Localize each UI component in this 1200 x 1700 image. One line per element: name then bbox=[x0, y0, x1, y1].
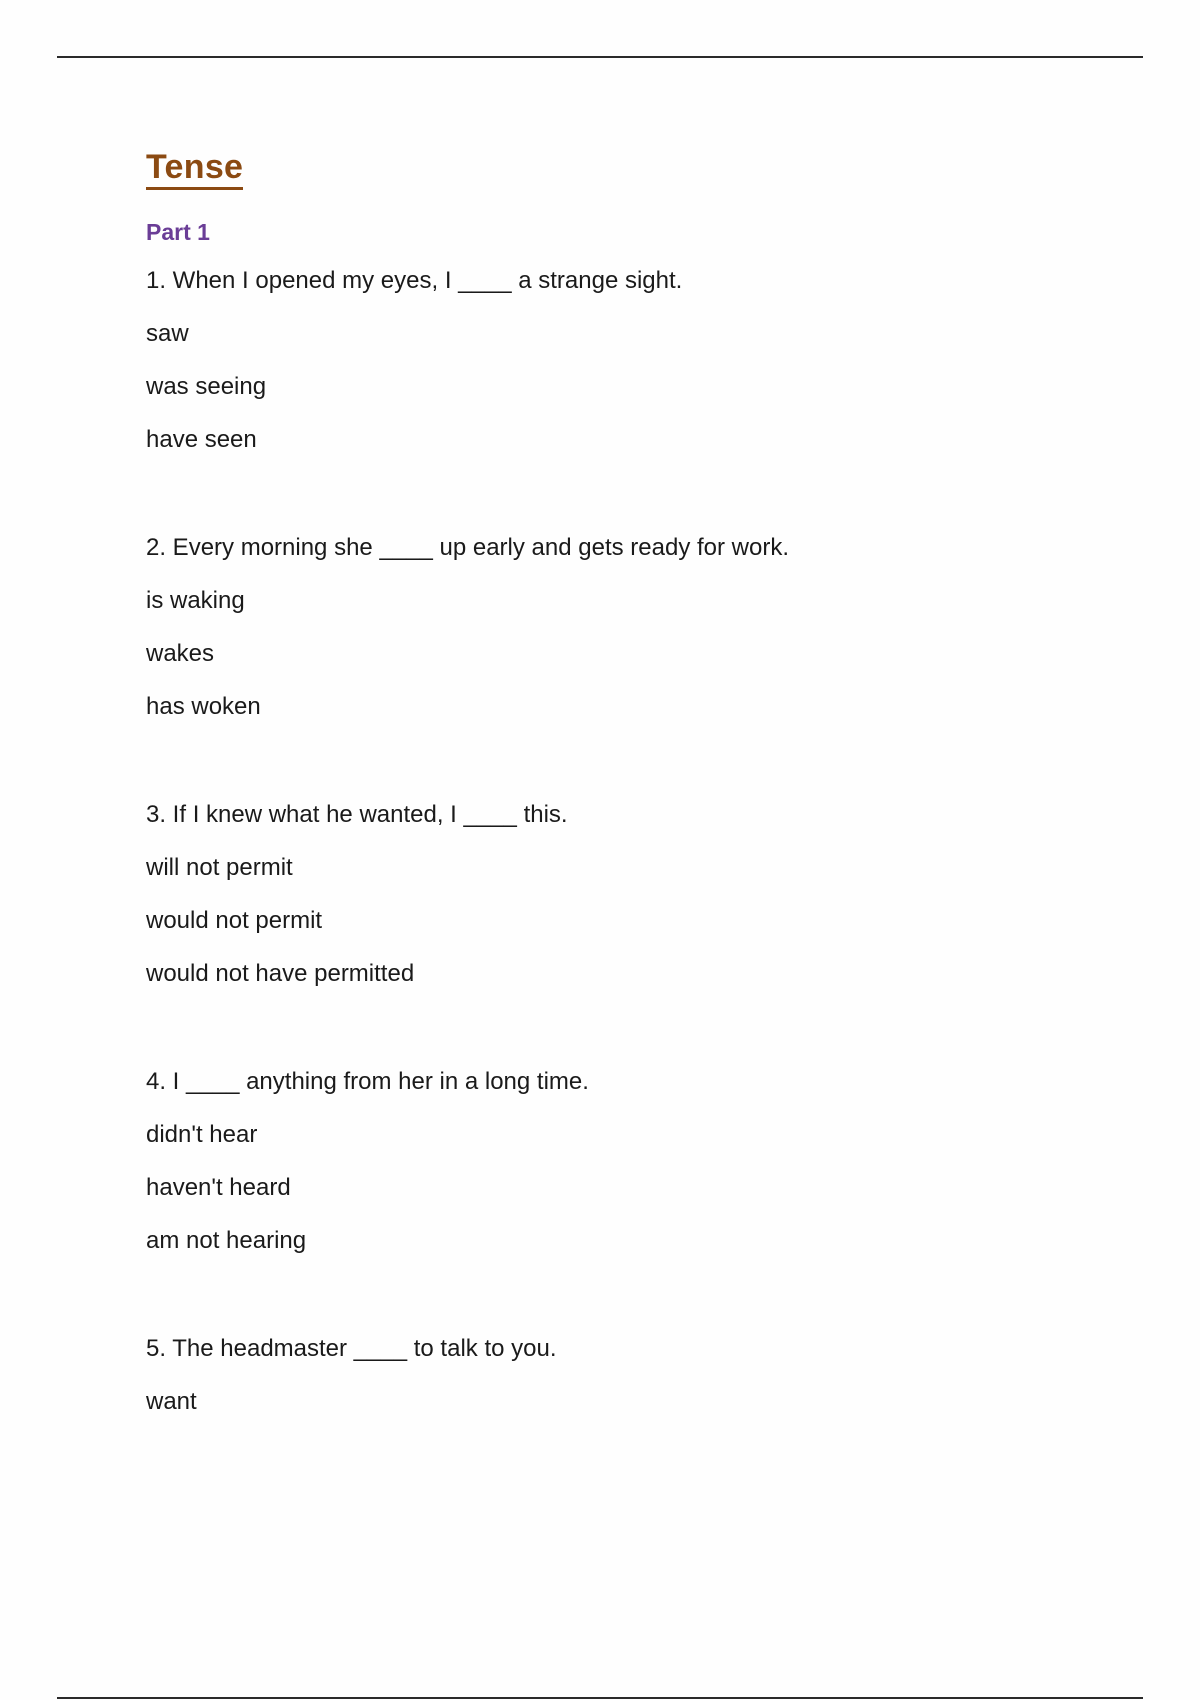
option-list bbox=[146, 587, 789, 746]
option-item: will not permit bbox=[146, 854, 293, 881]
option-item: have seen bbox=[146, 426, 257, 453]
question-1 bbox=[146, 267, 789, 534]
question-list bbox=[146, 267, 789, 1602]
top-divider bbox=[57, 56, 1143, 58]
question-3 bbox=[146, 801, 789, 1068]
option-list bbox=[146, 1388, 789, 1441]
question-text: 4. I ____ anything from her in a long time. bbox=[146, 1068, 589, 1095]
option-item: is waking bbox=[146, 587, 245, 614]
option-item: has woken bbox=[146, 693, 261, 720]
question-text: 2. Every morning she ____ up early and gets ready for work. bbox=[146, 534, 790, 561]
page-title: Tense bbox=[146, 147, 243, 190]
bottom-divider bbox=[57, 1697, 1143, 1699]
question-text: 5. The headmaster ____ to talk to you. bbox=[146, 1335, 557, 1362]
option-item: would not have permitted bbox=[146, 960, 415, 987]
option-item: haven't heard bbox=[146, 1174, 291, 1201]
option-item: saw bbox=[146, 320, 189, 347]
option-item: would not permit bbox=[146, 907, 323, 934]
option-list bbox=[146, 1121, 789, 1280]
question-5 bbox=[146, 1335, 789, 1602]
question-text: 3. If I knew what he wanted, I ____ this. bbox=[146, 801, 568, 828]
question-text: 1. When I opened my eyes, I ____ a strange sight. bbox=[146, 267, 683, 294]
option-list bbox=[146, 854, 789, 1013]
option-item: didn't hear bbox=[146, 1121, 258, 1148]
option-item: am not hearing bbox=[146, 1227, 307, 1254]
option-item: was seeing bbox=[146, 373, 267, 400]
question-2 bbox=[146, 534, 789, 801]
option-item: want bbox=[146, 1388, 197, 1415]
question-4 bbox=[146, 1068, 789, 1335]
section-heading: Part 1 bbox=[146, 219, 210, 245]
option-item: wakes bbox=[146, 640, 215, 667]
option-list bbox=[146, 320, 789, 479]
